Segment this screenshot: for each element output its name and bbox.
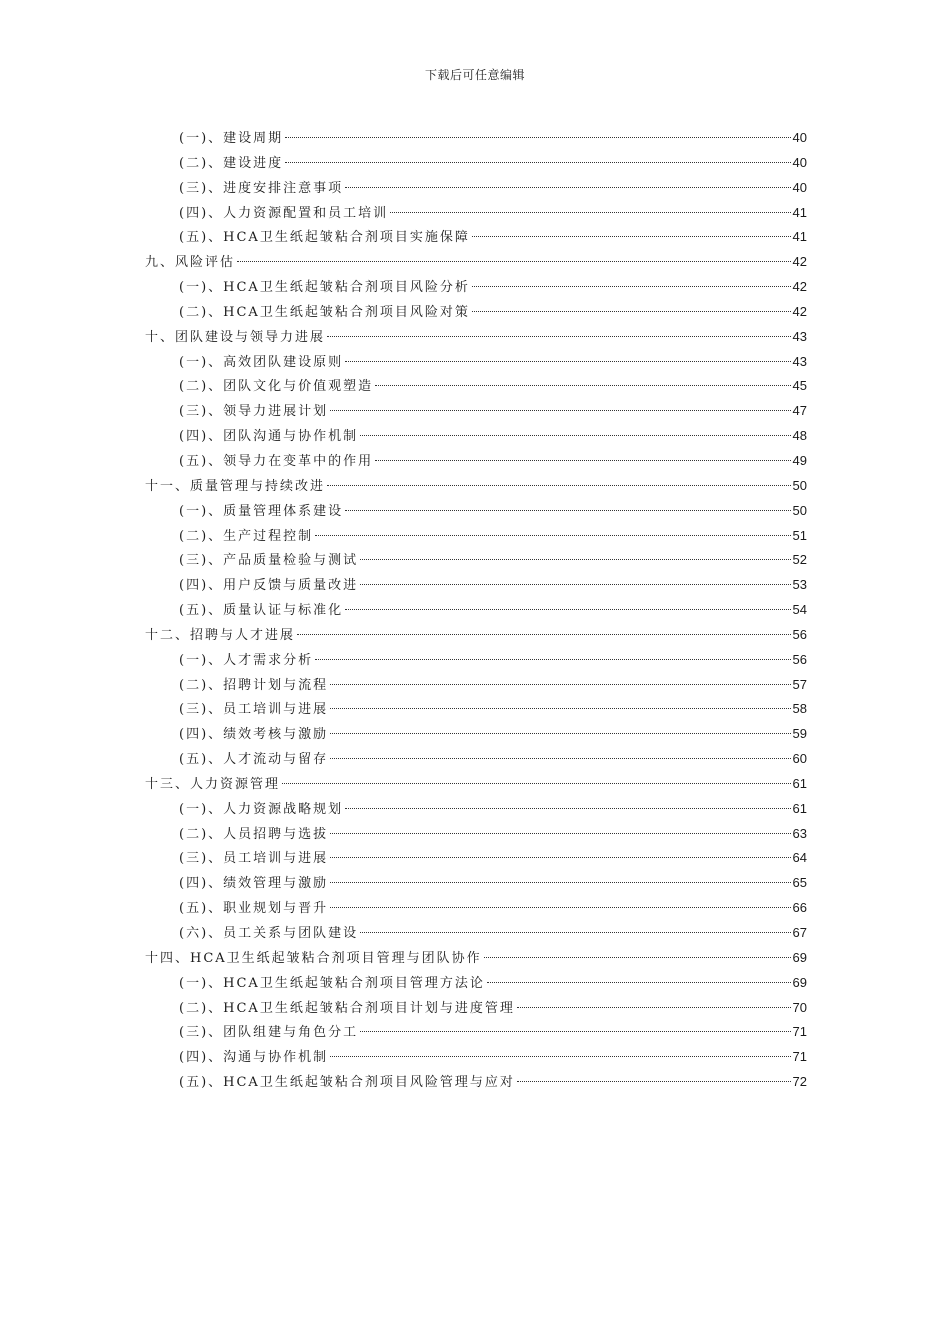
toc-section-entry[interactable] — [145, 896, 807, 921]
toc-page-number: 50 — [792, 502, 807, 518]
toc-page-number: 50 — [792, 477, 807, 493]
toc-page-number: 56 — [792, 651, 807, 667]
toc-entry-title: (一)、人力资源战略规划 — [179, 801, 344, 817]
toc-chapter-entry[interactable] — [145, 772, 807, 797]
toc-page-number: 56 — [792, 626, 807, 642]
toc-dot-leader — [330, 857, 790, 858]
toc-section-entry[interactable] — [145, 176, 807, 201]
toc-section-entry[interactable] — [145, 300, 807, 325]
toc-dot-leader — [360, 1031, 790, 1032]
toc-page-number: 40 — [792, 179, 807, 195]
toc-entry-title: (二)、招聘计划与流程 — [179, 677, 329, 693]
toc-dot-leader — [330, 1056, 790, 1057]
toc-page-number: 70 — [792, 999, 807, 1015]
toc-section-entry[interactable] — [145, 499, 807, 524]
toc-dot-leader — [360, 435, 790, 436]
toc-dot-leader — [315, 535, 790, 536]
toc-page-number: 61 — [792, 775, 807, 791]
toc-entry-title: 十三、人力资源管理 — [145, 776, 281, 792]
toc-page-number: 42 — [792, 254, 807, 270]
toc-section-entry[interactable] — [145, 722, 807, 747]
toc-entry-title: (一)、质量管理体系建设 — [179, 503, 344, 519]
toc-page-number: 41 — [792, 229, 807, 245]
toc-section-entry[interactable] — [145, 1045, 807, 1070]
toc-section-entry[interactable] — [145, 846, 807, 871]
toc-chapter-entry[interactable] — [145, 474, 807, 499]
toc-chapter-entry[interactable] — [145, 623, 807, 648]
toc-entry-title: (四)、人力资源配置和员工培训 — [179, 205, 389, 221]
toc-section-entry[interactable] — [145, 648, 807, 673]
toc-entry-title: (四)、沟通与协作机制 — [179, 1050, 329, 1066]
toc-page-number: 63 — [792, 825, 807, 841]
toc-dot-leader — [345, 609, 790, 610]
toc-section-entry[interactable] — [145, 524, 807, 549]
toc-chapter-entry[interactable] — [145, 250, 807, 275]
toc-page-number: 40 — [792, 154, 807, 170]
toc-section-entry[interactable] — [145, 201, 807, 226]
toc-entry-title: (三)、领导力进展计划 — [179, 404, 329, 420]
toc-entry-title: (四)、绩效管理与激励 — [179, 876, 329, 892]
toc-entry-title: (三)、进度安排注意事项 — [179, 180, 344, 196]
toc-page-number: 69 — [792, 949, 807, 965]
toc-dot-leader — [330, 758, 790, 759]
toc-page-number: 45 — [792, 378, 807, 394]
toc-section-entry[interactable] — [145, 225, 807, 250]
toc-entry-title: (五)、领导力在变革中的作用 — [179, 453, 374, 469]
toc-page-number: 53 — [792, 577, 807, 593]
toc-dot-leader — [330, 684, 790, 685]
toc-entry-title: (五)、HCA卫生纸起皱粘合剂项目风险管理与应对 — [179, 1075, 515, 1091]
table-of-contents — [145, 126, 807, 1095]
toc-dot-leader — [285, 137, 790, 138]
toc-section-entry[interactable] — [145, 673, 807, 698]
toc-page-number: 57 — [792, 676, 807, 692]
toc-page-number: 58 — [792, 701, 807, 717]
toc-dot-leader — [375, 385, 790, 386]
toc-page-number: 42 — [792, 279, 807, 295]
toc-dot-leader — [360, 584, 790, 585]
toc-page-number: 41 — [792, 204, 807, 220]
toc-dot-leader — [487, 982, 791, 983]
toc-section-entry[interactable] — [145, 996, 807, 1021]
toc-page-number: 69 — [792, 974, 807, 990]
toc-dot-leader — [360, 932, 790, 933]
toc-page-number: 60 — [792, 751, 807, 767]
toc-entry-title: (五)、职业规划与晋升 — [179, 901, 329, 917]
toc-dot-leader — [472, 286, 791, 287]
toc-entry-title: (四)、绩效考核与激励 — [179, 727, 329, 743]
toc-section-entry[interactable] — [145, 747, 807, 772]
toc-dot-leader — [297, 634, 791, 635]
toc-entry-title: (二)、生产过程控制 — [179, 528, 314, 544]
toc-page-number: 72 — [792, 1074, 807, 1090]
toc-page-number: 48 — [792, 428, 807, 444]
toc-dot-leader — [315, 659, 790, 660]
toc-dot-leader — [484, 957, 791, 958]
toc-entry-title: (一)、HCA卫生纸起皱粘合剂项目管理方法论 — [179, 975, 485, 991]
toc-page-number: 59 — [792, 726, 807, 742]
toc-section-entry[interactable] — [145, 797, 807, 822]
toc-entry-title: (二)、HCA卫生纸起皱粘合剂项目计划与进度管理 — [179, 1000, 515, 1016]
toc-entry-title: 十二、招聘与人才进展 — [145, 627, 296, 643]
toc-section-entry[interactable] — [145, 921, 807, 946]
toc-dot-leader — [282, 783, 791, 784]
toc-entry-title: (二)、团队文化与价值观塑造 — [179, 379, 374, 395]
toc-page-number: 51 — [792, 527, 807, 543]
toc-section-entry[interactable] — [145, 697, 807, 722]
toc-entry-title: (三)、员工培训与进展 — [179, 702, 329, 718]
toc-dot-leader — [360, 559, 790, 560]
toc-dot-leader — [472, 311, 791, 312]
toc-entry-title: (四)、团队沟通与协作机制 — [179, 429, 359, 445]
toc-entry-title: (一)、人才需求分析 — [179, 652, 314, 668]
toc-section-entry[interactable] — [145, 1070, 807, 1095]
toc-dot-leader — [517, 1081, 791, 1082]
page-header: 下载后可任意编辑 — [424, 68, 525, 82]
toc-dot-leader — [237, 261, 791, 262]
toc-page-number: 43 — [792, 353, 807, 369]
toc-dot-leader — [330, 733, 790, 734]
toc-entry-title: (五)、HCA卫生纸起皱粘合剂项目实施保障 — [179, 230, 470, 246]
toc-page-number: 49 — [792, 452, 807, 468]
toc-page-number: 67 — [792, 925, 807, 940]
toc-section-entry[interactable] — [145, 126, 807, 151]
toc-dot-leader — [330, 708, 790, 709]
toc-entry-title: (三)、团队组建与角色分工 — [179, 1025, 359, 1041]
toc-section-entry[interactable] — [145, 374, 807, 399]
toc-entry-title: (一)、建设周期 — [179, 131, 284, 146]
toc-dot-leader — [327, 485, 791, 486]
toc-entry-title: (五)、人才流动与留存 — [179, 752, 329, 768]
toc-page-number: 42 — [792, 303, 807, 319]
toc-dot-leader — [345, 361, 790, 362]
toc-dot-leader — [390, 212, 790, 213]
toc-entry-title: 十四、HCA卫生纸起皱粘合剂项目管理与团队协作 — [145, 950, 482, 966]
toc-dot-leader — [375, 460, 790, 461]
toc-dot-leader — [330, 907, 790, 908]
toc-page-number: 66 — [792, 900, 807, 916]
toc-section-entry[interactable] — [145, 1020, 807, 1045]
toc-section-entry[interactable] — [145, 598, 807, 623]
toc-page-number: 71 — [792, 1049, 807, 1065]
toc-section-entry[interactable] — [145, 871, 807, 896]
toc-entry-title: (二)、建设进度 — [179, 155, 284, 171]
toc-dot-leader — [285, 162, 790, 163]
toc-entry-title: 十一、质量管理与持续改进 — [145, 478, 326, 494]
toc-dot-leader — [517, 1007, 791, 1008]
toc-entry-title: (三)、产品质量检验与测试 — [179, 553, 359, 569]
toc-entry-title: (五)、质量认证与标准化 — [179, 603, 344, 619]
toc-page-number: 40 — [792, 130, 807, 145]
toc-dot-leader — [345, 187, 790, 188]
toc-section-entry[interactable] — [145, 548, 807, 573]
toc-page-number: 64 — [792, 850, 807, 866]
toc-page-number: 71 — [792, 1024, 807, 1040]
toc-entry-title: (一)、高效团队建设原则 — [179, 354, 344, 370]
toc-dot-leader — [472, 236, 791, 237]
toc-dot-leader — [327, 336, 791, 337]
toc-dot-leader — [345, 808, 790, 809]
toc-dot-leader — [330, 882, 790, 883]
toc-section-entry[interactable] — [145, 573, 807, 598]
toc-page-number: 43 — [792, 328, 807, 344]
toc-section-entry[interactable] — [145, 399, 807, 424]
toc-entry-title: (六)、员工关系与团队建设 — [179, 926, 359, 941]
toc-page-number: 54 — [792, 602, 807, 618]
toc-entry-title: (三)、员工培训与进展 — [179, 851, 329, 867]
toc-chapter-entry[interactable] — [145, 946, 807, 971]
toc-chapter-entry[interactable] — [145, 325, 807, 350]
toc-page-number: 65 — [792, 875, 807, 891]
toc-entry-title: (一)、HCA卫生纸起皱粘合剂项目风险分析 — [179, 280, 470, 296]
toc-page-number: 61 — [792, 800, 807, 816]
toc-section-entry[interactable] — [145, 424, 807, 449]
toc-page-number: 47 — [792, 403, 807, 419]
toc-dot-leader — [330, 410, 790, 411]
toc-section-entry[interactable] — [145, 971, 807, 996]
toc-dot-leader — [345, 510, 790, 511]
toc-section-entry[interactable] — [145, 275, 807, 300]
toc-entry-title: 十、团队建设与领导力进展 — [145, 329, 326, 345]
toc-section-entry[interactable] — [145, 151, 807, 176]
toc-entry-title: (二)、HCA卫生纸起皱粘合剂项目风险对策 — [179, 304, 470, 320]
toc-entry-title: (二)、人员招聘与选拔 — [179, 826, 329, 842]
toc-section-entry[interactable] — [145, 350, 807, 375]
toc-page-number: 52 — [792, 552, 807, 568]
toc-entry-title: (四)、用户反馈与质量改进 — [179, 578, 359, 594]
toc-section-entry[interactable] — [145, 449, 807, 474]
toc-entry-title: 九、风险评估 — [145, 255, 236, 271]
toc-section-entry[interactable] — [145, 822, 807, 847]
toc-dot-leader — [330, 833, 790, 834]
